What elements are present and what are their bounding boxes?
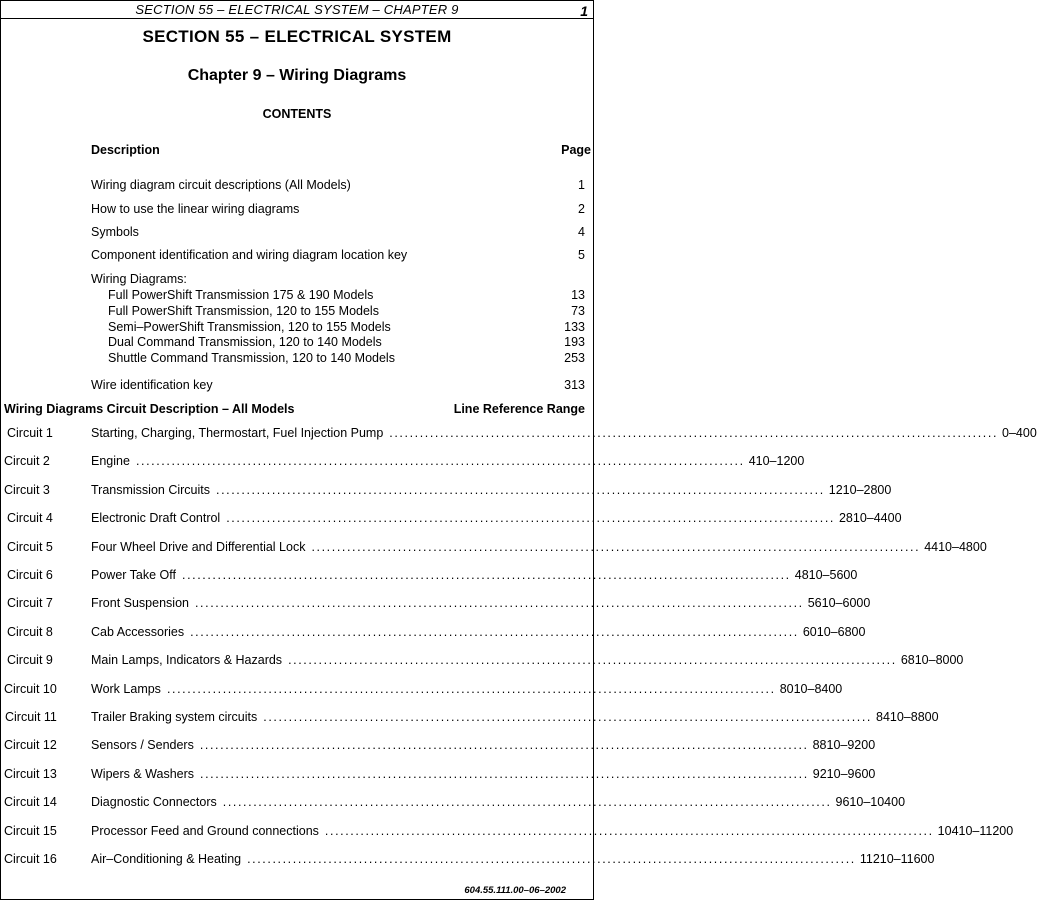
circuit-entry xyxy=(91,482,892,498)
line-reference-range: 9610–10400 xyxy=(835,795,906,809)
document-code: 604.55.111.00–06–2002 xyxy=(464,885,566,896)
circuit-description: Diagnostic Connectors xyxy=(91,795,217,809)
toc-sub-description: Full PowerShift Transmission, 120 to 155 Models xyxy=(108,304,379,318)
circuit-entry xyxy=(91,453,805,469)
line-reference-range: 6810–8000 xyxy=(900,653,964,667)
circuit-id: Circuit 8 xyxy=(7,625,53,639)
toc-sub-page: 193 xyxy=(564,335,585,349)
toc-entry-description: Wiring diagram circuit descriptions (All Models) xyxy=(91,178,351,192)
circuit-entry xyxy=(91,709,939,725)
line-reference-range: 1210–2800 xyxy=(828,483,892,497)
dot-leader: ........................................................................................................................ xyxy=(389,426,999,440)
dot-leader: ........................................................................................................................ xyxy=(247,852,856,866)
circuit-row xyxy=(0,652,964,668)
toc-sub-row xyxy=(108,287,585,303)
circuit-id: Circuit 1 xyxy=(7,426,53,440)
dot-leader: ........................................................................................................................ xyxy=(222,795,832,809)
toc-entry-description: Symbols xyxy=(91,225,139,239)
toc-page-heading: Page xyxy=(561,143,591,157)
toc-sub-row xyxy=(108,319,585,335)
circuit-entry xyxy=(91,737,876,753)
toc-entry-description: Wiring Diagrams: xyxy=(91,272,187,286)
dot-leader: ........................................................................................................................ xyxy=(135,454,745,468)
circuit-id: Circuit 12 xyxy=(4,738,57,752)
dot-leader: ........................................................................................................................ xyxy=(311,540,921,554)
toc-sub-page: 253 xyxy=(564,351,585,365)
line-reference-range: 8810–9200 xyxy=(812,738,876,752)
dot-leader: ........................................................................................................................ xyxy=(324,824,934,838)
toc-row xyxy=(91,271,585,287)
line-reference-range: 2810–4400 xyxy=(838,511,902,525)
circuit-entry xyxy=(91,652,964,668)
toc-sub-page: 73 xyxy=(571,304,585,318)
circuit-description: Front Suspension xyxy=(91,596,189,610)
circuit-id: Circuit 4 xyxy=(7,511,53,525)
circuit-row xyxy=(0,567,858,583)
circuit-description: Electronic Draft Control xyxy=(91,511,221,525)
circuit-row xyxy=(0,709,939,725)
toc-sub-description: Semi–PowerShift Transmission, 120 to 155 Models xyxy=(108,320,391,334)
circuit-entry xyxy=(91,681,843,697)
circuit-id: Circuit 6 xyxy=(7,568,53,582)
circuit-entry xyxy=(91,794,906,810)
toc-row xyxy=(91,224,585,240)
circuit-description: Processor Feed and Ground connections xyxy=(91,824,319,838)
page-number: 1 xyxy=(580,3,588,19)
circuit-description: Main Lamps, Indicators & Hazards xyxy=(91,653,283,667)
toc-sub-description: Dual Command Transmission, 120 to 140 Models xyxy=(108,335,382,349)
toc-row xyxy=(91,177,585,193)
toc-sub-page: 13 xyxy=(571,288,585,302)
circuit-description: Starting, Charging, Thermostart, Fuel Injection Pump xyxy=(91,426,384,440)
toc-row xyxy=(91,247,585,263)
dot-leader: ........................................................................................................................ xyxy=(190,625,799,639)
circuit-row xyxy=(0,595,871,611)
circuit-row xyxy=(0,794,906,810)
toc-entry-description: How to use the linear wiring diagrams xyxy=(91,202,300,216)
dot-leader: ........................................................................................................................ xyxy=(182,568,791,582)
line-reference-range: 5610–6000 xyxy=(807,596,871,610)
running-head: SECTION 55 – ELECTRICAL SYSTEM – CHAPTER 9 xyxy=(135,2,459,17)
dot-leader: ........................................................................................................................ xyxy=(166,682,776,696)
section-title: SECTION 55 – ELECTRICAL SYSTEM xyxy=(142,27,452,46)
toc-description-heading: Description xyxy=(91,143,160,157)
toc-sub-page: 133 xyxy=(564,320,585,334)
line-reference-range: 410–1200 xyxy=(748,454,805,468)
line-reference-range: 6010–6800 xyxy=(802,625,866,639)
circuit-row xyxy=(0,482,892,498)
circuit-row xyxy=(0,681,843,697)
toc-row xyxy=(91,201,585,217)
circuit-id: Circuit 9 xyxy=(7,653,53,667)
toc-sub-row xyxy=(108,350,585,366)
line-reference-heading: Line Reference Range xyxy=(453,402,585,416)
dot-leader: ........................................................................................................................ xyxy=(226,511,835,525)
toc-sub-row xyxy=(108,334,585,350)
contents-heading: CONTENTS xyxy=(262,107,332,121)
circuit-entry xyxy=(91,595,871,611)
circuit-entry xyxy=(91,510,902,526)
circuit-row xyxy=(0,737,876,753)
line-reference-range: 0–400 xyxy=(1002,426,1037,440)
circuit-row xyxy=(0,766,876,782)
line-reference-range: 10410–11200 xyxy=(937,824,1014,838)
circuit-id: Circuit 14 xyxy=(4,795,57,809)
toc-sub-row xyxy=(108,303,585,319)
circuit-description-heading: Wiring Diagrams Circuit Description – All Models xyxy=(4,402,295,416)
circuit-row xyxy=(0,624,866,640)
dot-leader: ........................................................................................................................ xyxy=(194,596,804,610)
circuit-row xyxy=(0,510,902,526)
chapter-title: Chapter 9 – Wiring Diagrams xyxy=(187,67,407,84)
dot-leader: ........................................................................................................................ xyxy=(288,653,897,667)
circuit-id: Circuit 16 xyxy=(4,852,57,866)
circuit-row xyxy=(0,425,1037,441)
line-reference-range: 8010–8400 xyxy=(779,682,843,696)
circuit-description: Four Wheel Drive and Differential Lock xyxy=(91,540,306,554)
toc-sub-description: Shuttle Command Transmission, 120 to 140 Models xyxy=(108,351,395,365)
toc-row xyxy=(91,377,585,393)
circuit-entry xyxy=(91,539,987,555)
circuit-id: Circuit 15 xyxy=(4,824,57,838)
line-reference-range: 8410–8800 xyxy=(876,710,939,724)
circuit-entry xyxy=(91,425,1037,441)
circuit-row xyxy=(0,851,935,867)
toc-entry-page: 2 xyxy=(578,202,585,216)
line-reference-range: 4410–4800 xyxy=(924,540,987,554)
circuit-entry xyxy=(91,567,858,583)
circuit-row xyxy=(0,453,805,469)
toc-entry-page: 5 xyxy=(578,248,585,262)
toc-sub-description: Full PowerShift Transmission 175 & 190 Models xyxy=(108,288,374,302)
dot-leader: ........................................................................................................................ xyxy=(216,483,825,497)
circuit-entry xyxy=(91,766,876,782)
dot-leader: ........................................................................................................................ xyxy=(263,710,872,724)
toc-entry-page: 313 xyxy=(564,378,585,392)
circuit-description: Wipers & Washers xyxy=(91,767,195,781)
circuit-description: Cab Accessories xyxy=(91,625,185,639)
circuit-entry xyxy=(91,624,866,640)
toc-entry-page: 1 xyxy=(578,178,585,192)
circuit-row xyxy=(0,539,987,555)
toc-entry-page: 4 xyxy=(578,225,585,239)
circuit-description: Air–Conditioning & Heating xyxy=(91,852,242,866)
line-reference-range: 4810–5600 xyxy=(794,568,858,582)
circuit-description: Engine xyxy=(91,454,130,468)
circuit-id: Circuit 13 xyxy=(4,767,57,781)
circuit-id: Circuit 5 xyxy=(7,540,53,554)
circuit-description: Power Take Off xyxy=(91,568,176,582)
circuit-id: Circuit 7 xyxy=(7,596,53,610)
toc-entry-description: Wire identification key xyxy=(91,378,213,392)
circuit-id: Circuit 10 xyxy=(4,682,57,696)
circuit-description: Sensors / Senders xyxy=(91,738,194,752)
circuit-id: Circuit 3 xyxy=(4,483,50,497)
circuit-description: Transmission Circuits xyxy=(91,483,211,497)
circuit-entry xyxy=(91,851,935,867)
circuit-description: Work Lamps xyxy=(91,682,161,696)
header-rule xyxy=(0,18,594,19)
circuit-entry xyxy=(91,823,1014,839)
circuit-row xyxy=(0,823,1014,839)
line-reference-range: 11210–11600 xyxy=(859,852,935,866)
line-reference-range: 9210–9600 xyxy=(812,767,876,781)
circuit-description: Trailer Braking system circuits xyxy=(91,710,258,724)
dot-leader: ........................................................................................................................ xyxy=(200,767,809,781)
circuit-id: Circuit 11 xyxy=(5,710,57,724)
circuit-id: Circuit 2 xyxy=(4,454,50,468)
dot-leader: ........................................................................................................................ xyxy=(199,738,809,752)
toc-entry-description: Component identification and wiring diagram location key xyxy=(91,248,408,262)
